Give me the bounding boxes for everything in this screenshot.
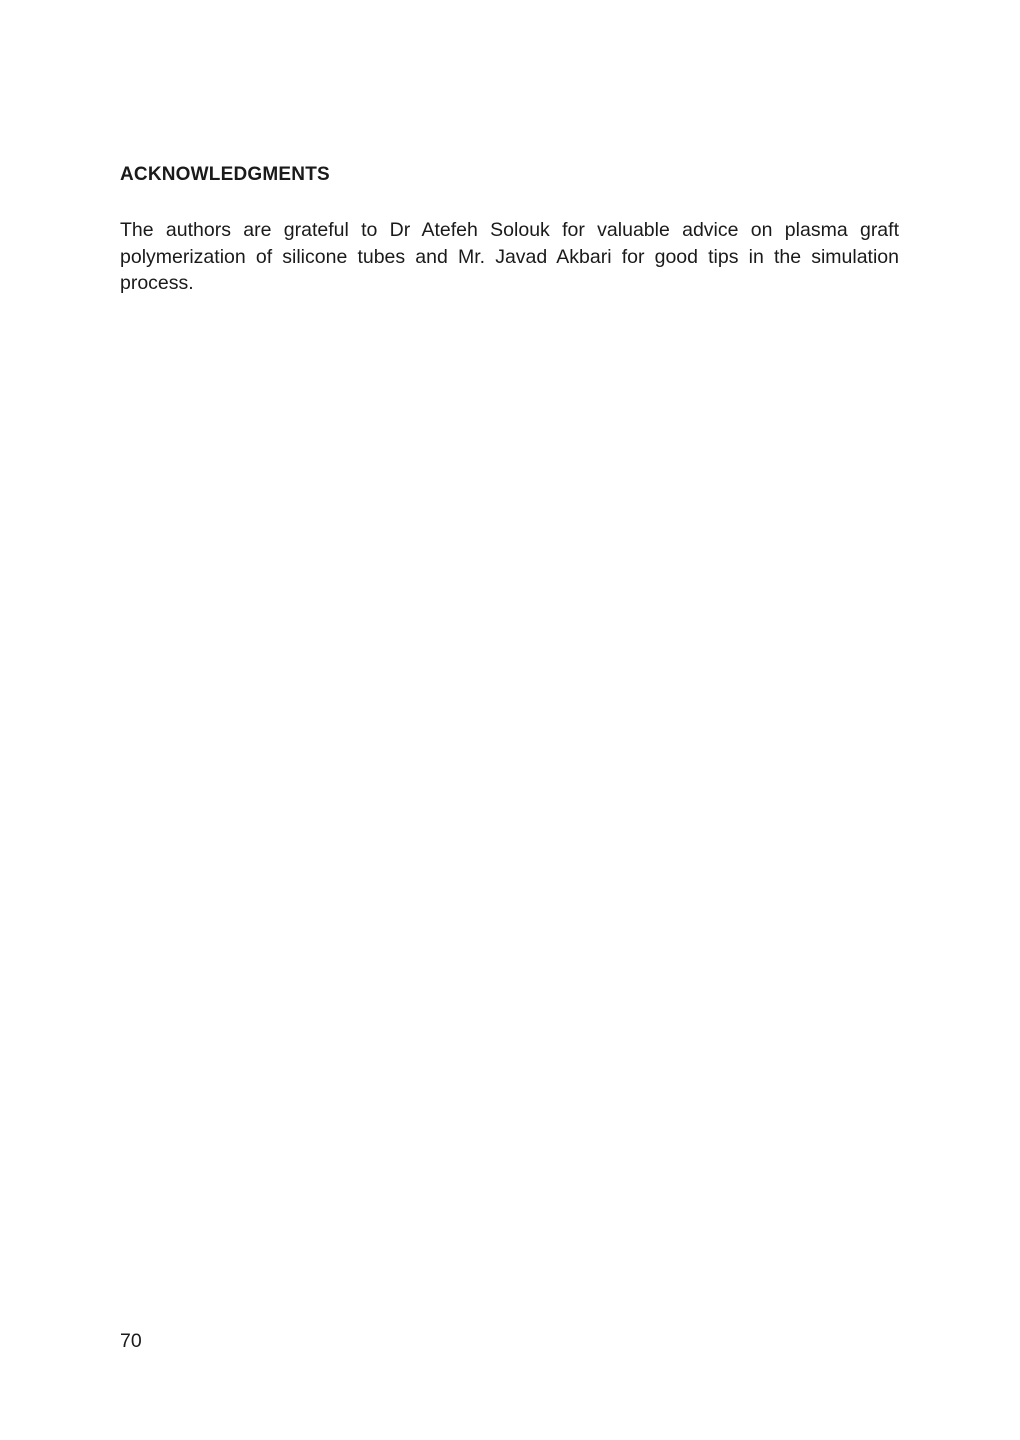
section-heading: ACKNOWLEDGMENTS <box>120 164 330 185</box>
page-number: 70 <box>120 1330 142 1352</box>
acknowledgments-paragraph: The authors are grateful to Dr Atefeh Solouk for valuable advice on plasma graft polymerization of silicone tubes and Mr. Javad Akbari for good tips in the simulation process. <box>120 219 899 294</box>
